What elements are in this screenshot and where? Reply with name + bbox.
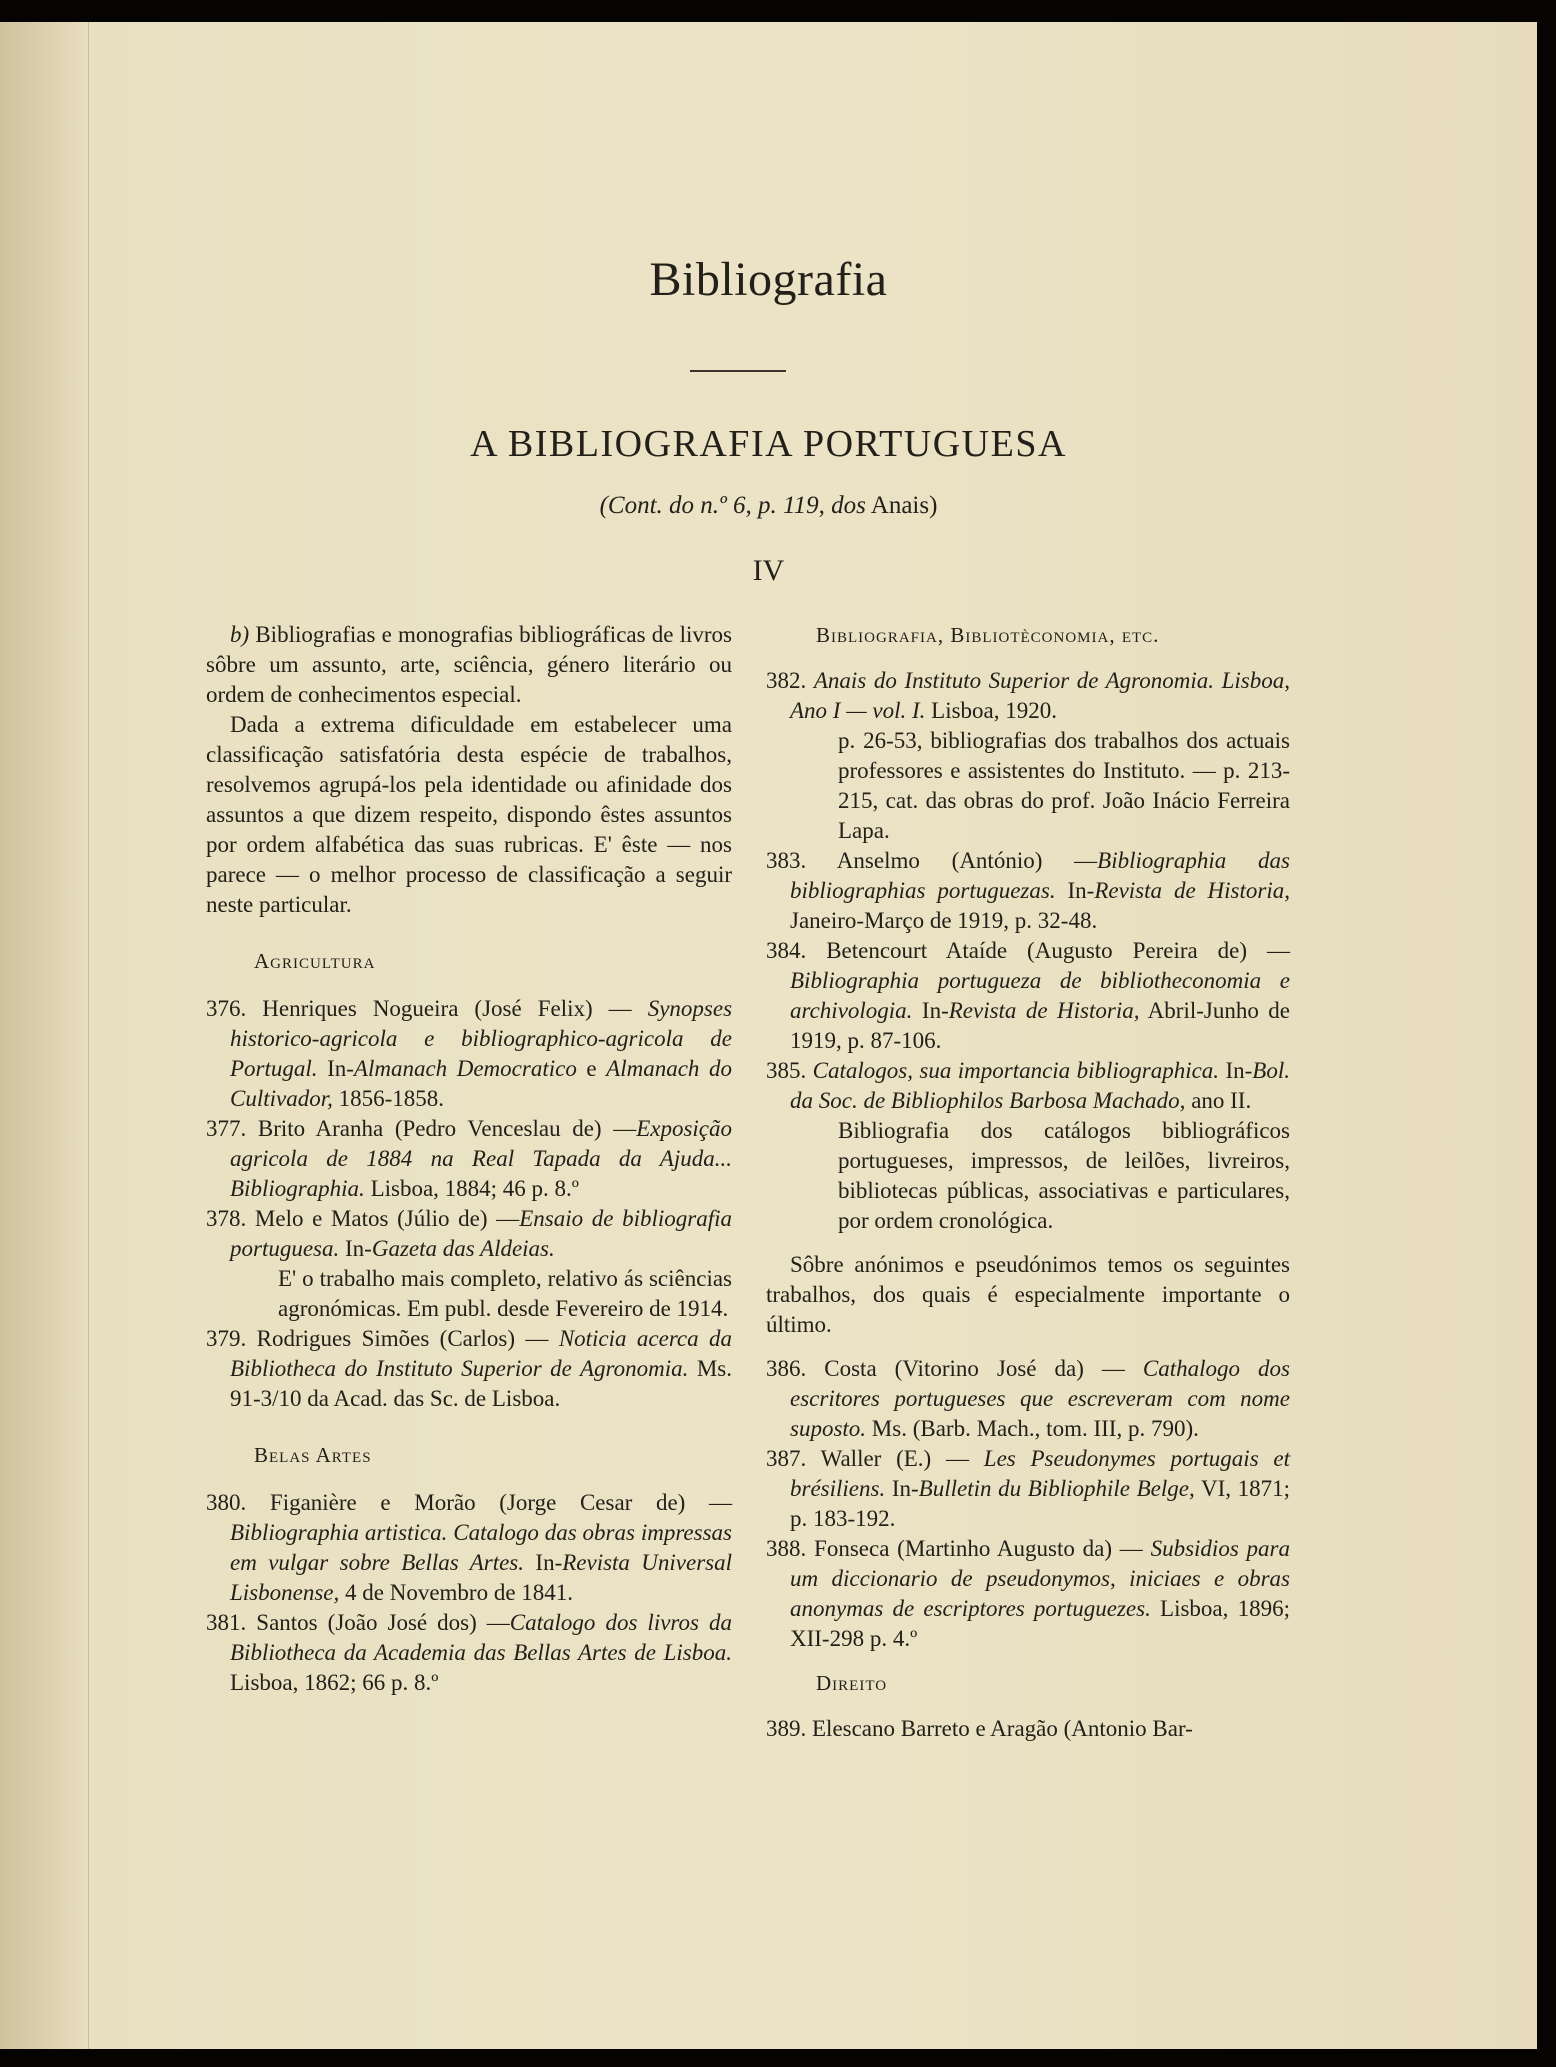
entry-in: In- (1067, 878, 1095, 903)
entry-number: 389. (766, 1716, 807, 1741)
method-paragraph: Dada a extrema dificuldade em estabelecer uma classificação satisfatória desta espécie de trabalhos, resolvemos agrupá-los pela identidade ou afinidade dos assuntos a que dizem respeito, dispondo êstes assuntos por ordem alfabética das suas rubricas. E' êste — nos parece — o melhor processo de classificação a seguir neste particular. (206, 712, 732, 917)
entry-379 (206, 1324, 732, 1414)
spacer (766, 1236, 1290, 1250)
entry-date: 4 de Novembro de 1841. (345, 1580, 574, 1605)
entry-in: In- (327, 1056, 354, 1081)
entry-author: Figanière e Morão (Jorge Cesar de) — (269, 1490, 732, 1515)
entry-384 (766, 936, 1290, 1056)
entry-378-note: E' o trabalho mais completo, relativo ás sciências agronómicas. Em publ. desde Fevereiro de 1914. (278, 1266, 732, 1321)
entry-376 (206, 994, 732, 1114)
article-title: A BIBLIOGRAFIA PORTUGUESA (470, 423, 1067, 465)
entry-imprint: Lisboa, 1884; 46 p. 8.º (370, 1176, 579, 1201)
entry-in: In- (535, 1550, 563, 1575)
page-title: Bibliografia (649, 253, 888, 306)
spacer (766, 1654, 1290, 1668)
entry-389 (766, 1714, 1290, 1744)
entry-author: Waller (E.) — (820, 1446, 969, 1471)
entry-author: Betencourt Ataíde (Augusto Pereira de) — (826, 938, 1291, 963)
entry-387 (766, 1444, 1290, 1534)
intro-text: Bibliografias e monografias bibliográficas de livros sôbre um assunto, arte, sciência, género literário ou ordem de conhecimentos especial. (206, 622, 732, 707)
entry-title: Catalogo dos livros da Bibliotheca da Academia das Bellas Artes de Lisboa. (230, 1610, 732, 1665)
entry-382-note: p. 26-53, bibliografias dos trabalhos dos actuais professores e assistentes do Instituto. — p. 213-215, cat. das obras do prof. João Inácio Ferreira Lapa. (838, 728, 1290, 843)
entry-date: 1856-1858. (338, 1086, 445, 1111)
entry-title: Ensaio de bibliografia portuguesa. (230, 1206, 733, 1261)
spacer (766, 1340, 1290, 1354)
entry-author: Melo e Matos (Júlio de) — (254, 1206, 520, 1231)
continuation-plain: Anais) (870, 492, 938, 519)
entry-author: Henriques Nogueira (José Felix) — (262, 996, 632, 1021)
entry-publication-2: Almanach do Cultivador, (230, 1056, 732, 1111)
entry-author: Santos (João José dos) — (256, 1610, 510, 1635)
section-number: IV (752, 554, 785, 587)
entry-title: Subsidios para um diccionario de pseudonymos, iniciaes e obras anonymas de escriptores portuguezes. (790, 1536, 1291, 1621)
heading-agricultura: Agricultura (254, 949, 376, 973)
entry-382 (766, 666, 1290, 726)
page-gutter (0, 22, 89, 2049)
anon-paragraph: Sôbre anónimos e pseudónimos temos os seguintes trabalhos, dos quais é especialmente importante o último. (766, 1252, 1290, 1337)
entry-title: Cathalogo dos escritores portugueses que escreveram com nome suposto. (790, 1356, 1291, 1441)
entry-380 (206, 1488, 732, 1608)
entry-number: 386. (766, 1356, 807, 1381)
entry-381 (206, 1608, 732, 1698)
entry-number: 379. (206, 1326, 247, 1351)
entry-date: Abril-Junho de 1919, p. 87-106. (790, 998, 1290, 1053)
entry-number: 380. (206, 1490, 247, 1515)
entry-author: Costa (Vitorino José da) — (824, 1356, 1125, 1381)
title-divider (690, 370, 786, 372)
entry-number: 381. (206, 1610, 247, 1635)
entry-383 (766, 846, 1290, 936)
entry-title: Bibliographia artistica. Catalogo das obras impressas em vulgar sobre Bellas Artes. (230, 1520, 732, 1575)
entry-in: In- (345, 1236, 372, 1261)
intro-paragraph (206, 620, 732, 710)
entry-number: 378. (206, 1206, 247, 1231)
continuation-note (0, 492, 1537, 520)
entry-publication: Revista de Historia, (1094, 878, 1290, 903)
entry-377 (206, 1114, 732, 1204)
entry-385-note: Bibliografia dos catálogos bibliográficos portugueses, impressos, de leilões, livreiros, bibliotecas públicas, associativas e particulares, por ordem cronológica. (838, 1118, 1290, 1233)
entry-in: In- (891, 1476, 919, 1501)
entry-date: Janeiro-Março de 1919, p. 32-48. (790, 908, 1098, 933)
entry-number: 388. (766, 1536, 807, 1561)
heading-direito: Direito (816, 1671, 888, 1695)
entry-publication: Bulletin du Bibliophile Belge, (918, 1476, 1195, 1501)
entry-date: VI, 1871; p. 183-192. (790, 1476, 1290, 1531)
left-column (206, 620, 732, 1698)
entry-number: 385. (766, 1058, 807, 1083)
entry-author: Brito Aranha (Pedro Venceslau de) — (257, 1116, 637, 1141)
entry-378 (206, 1204, 732, 1264)
entry-conj: e (586, 1056, 597, 1081)
entry-author: Elescano Barreto e Aragão (Antonio Bar- (812, 1716, 1193, 1741)
entry-386 (766, 1354, 1290, 1444)
intro-label: b) (230, 622, 250, 647)
entry-number: 387. (766, 1446, 807, 1471)
entry-number: 383. (766, 848, 807, 873)
entry-date: ano II. (1191, 1088, 1252, 1113)
entry-title: Anais do Instituto Superior de Agronomia. Lisboa, Ano I — vol. I. (790, 668, 1290, 723)
entry-publication: Bol. da Soc. de Bibliophilos Barbosa Machado, (790, 1058, 1290, 1113)
entry-number: 376. (206, 996, 247, 1021)
heading-belas-artes: Belas Artes (254, 1443, 372, 1467)
entry-author: Fonseca (Martinho Augusto da) — (814, 1536, 1143, 1561)
entry-imprint: Ms. 91-3/10 da Acad. das Sc. de Lisboa. (230, 1356, 733, 1411)
entry-imprint: Lisboa, 1862; 66 p. 8.º (230, 1670, 439, 1695)
continuation-italic: (Cont. do n.º 6, p. 119, dos (599, 492, 866, 519)
entry-title: Noticia acerca da Bibliotheca do Instituto Superior de Agronomia. (230, 1326, 733, 1381)
heading-bibliografia: Bibliografia, Bibliotèconomia, etc. (816, 623, 1160, 647)
entry-title: Les Pseudonymes portugais et brésiliens. (790, 1446, 1291, 1501)
entry-imprint: Lisboa, 1896; XII-298 p. 4.º (790, 1596, 1290, 1651)
entry-publication: Gazeta das Aldeias. (371, 1236, 555, 1261)
entry-title: Exposição agricola de 1884 na Real Tapada da Ajuda... Bibliographia. (230, 1116, 733, 1201)
entry-publication: Almanach Democratico (353, 1056, 577, 1081)
entry-385 (766, 1056, 1290, 1116)
book-page (0, 22, 1537, 2049)
entry-publication: Revista Universal Lisbonense, (230, 1550, 733, 1605)
entry-author: Anselmo (António) — (836, 848, 1098, 873)
entry-imprint: Ms. (Barb. Mach., tom. III, p. 790). (871, 1416, 1199, 1441)
entry-author: Rodrigues Simões (Carlos) — (256, 1326, 549, 1351)
entry-388 (766, 1534, 1290, 1654)
entry-title: Catalogos, sua importancia bibliographica. (812, 1058, 1220, 1083)
entry-title: Synopses historico-agricola e bibliographico-agricola de Portugal. (230, 996, 733, 1081)
entry-number: 384. (766, 938, 807, 963)
entry-imprint: Lisboa, 1920. (931, 698, 1058, 723)
entry-number: 382. (766, 668, 807, 693)
entry-in: In- (1225, 1058, 1253, 1083)
entry-title: Bibliographia portugueza de bibliotheconomia e archivologia. (790, 968, 1290, 1023)
entry-in: In- (921, 998, 949, 1023)
entry-number: 377. (206, 1116, 247, 1141)
entry-publication: Revista de Historia, (948, 998, 1140, 1023)
right-column (766, 620, 1290, 1744)
entry-title: Bibliographia das bibliographias portuguezas. (790, 848, 1290, 903)
